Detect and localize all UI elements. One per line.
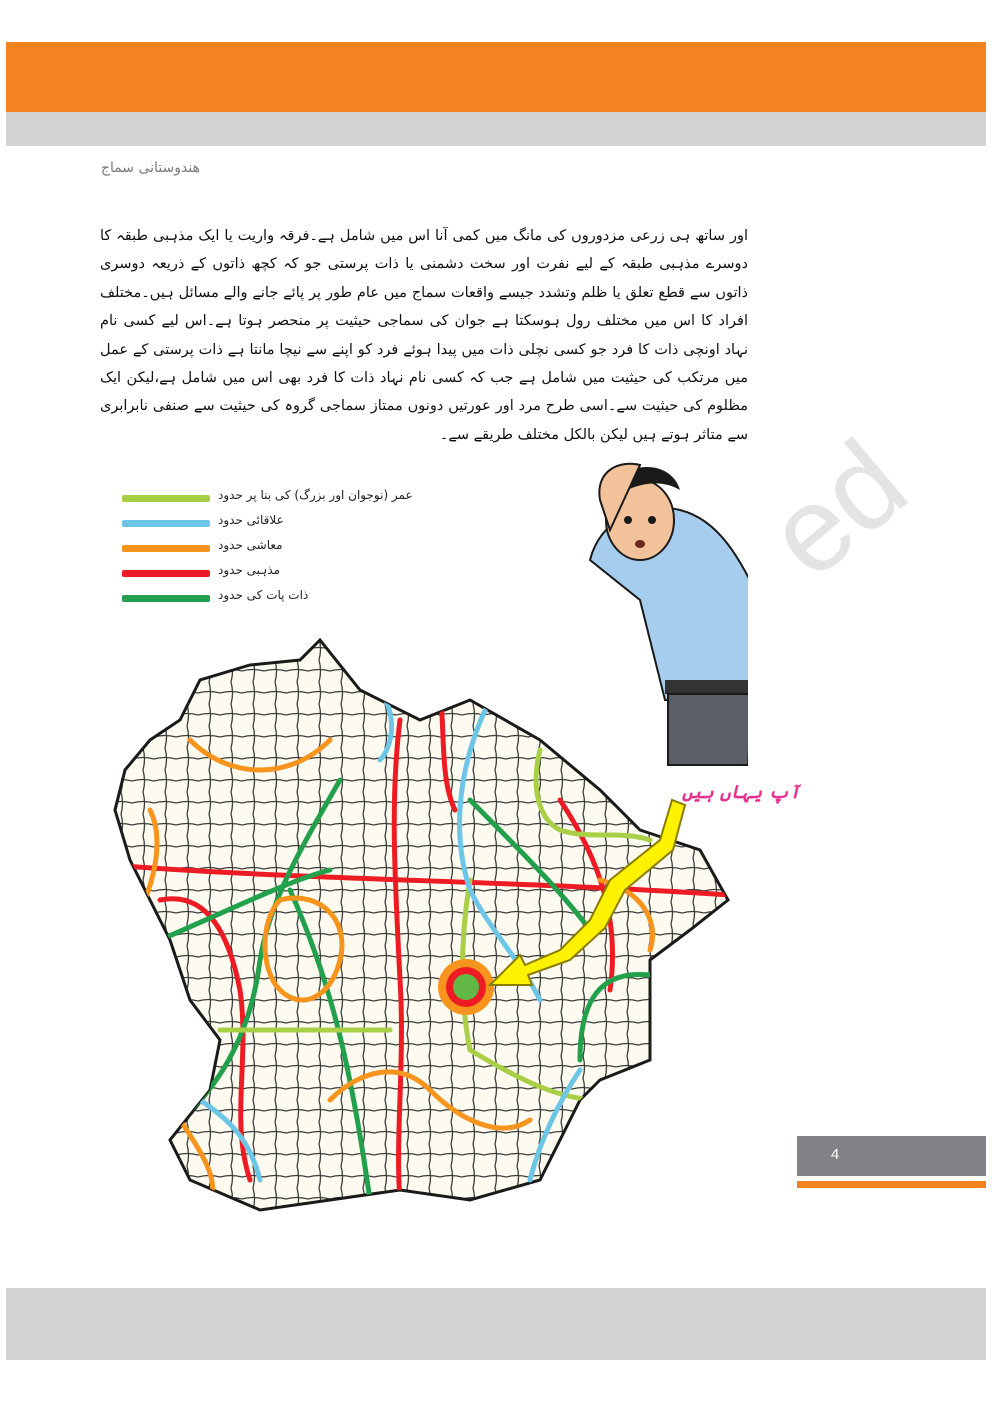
legend-religious-label: مذہبی حدود: [218, 563, 281, 577]
you-are-here-marker: [438, 959, 494, 1015]
legend-item: [122, 586, 402, 611]
legend-item: [122, 511, 402, 536]
legend-regional-label: علاقائی حدود: [218, 513, 284, 527]
legend-religious-swatch: [122, 570, 210, 577]
map-outline: [115, 640, 728, 1210]
legend-item: [122, 536, 402, 561]
footer-grey-band: [6, 1288, 986, 1360]
running-head: هندوستانی سماج: [100, 160, 200, 176]
header-grey-band: [6, 112, 986, 146]
legend-item: [122, 486, 413, 511]
legend-regional-swatch: [122, 520, 210, 527]
you-are-here-label: آپ یہاں ہیں: [682, 782, 801, 803]
page-number-box: [797, 1136, 986, 1176]
confused-boy-illustration: [590, 464, 748, 765]
legend-item: [122, 561, 402, 586]
map-legend: [122, 486, 413, 611]
legend-age-swatch: [122, 495, 210, 502]
watermark: ed: [742, 414, 931, 604]
page-number-underline: [797, 1181, 986, 1188]
body-paragraph: اور ساتھ ہی زرعی مزدوروں کی مانگ میں کمی آنا اس میں شامل ہے۔فرقہ واریت یا ایک مذہبی طبقہ کا دوسرے مذہبی طبقہ کے لیے نفرت اور سخت دشمنی یا ذات پرستی جو کہ کچھ ذاتوں کے ذریعہ دوسری ذاتوں سے قطع تعلق یا ظلم وتشدد جیسے واقعات سماج میں عام طور پر پائے جانے والے مسائل ہیں۔مختلف افراد کا اس میں مختلف رول ہوسکتا ہے جوان کی سماجی حیثیت پر منحصر ہوتا ہے۔اس لیے کسی نام نہاد اونچی ذات کا فرد جو کسی نچلی ذات میں پیدا ہوئے فرد کو اپنے سے نیچا مانتا ہے ذات پرستی کے عمل میں مرتکب کی حیثیت میں شامل ہے جب کہ کسی نام نہاد ذات کا فرد بھی اس میں شامل ہے،لیکن ایک مظلوم کی حیثیت سے۔اسی طرح مرد اور عورتیں دونوں ممتاز سماجی گروہ کی حیثیت سے صنفی نابرابری سے متاثر ہوتے ہیں لیکن بالکل مختلف طریقے سے۔: [100, 228, 748, 443]
legend-caste-label: ذات پات کی حدود: [218, 588, 309, 602]
legend-age-label: عمر (نوجوان اور بزرگ) کی بنا پر حدود: [218, 488, 413, 502]
legend-caste-swatch: [122, 595, 210, 602]
legend-economic-label: معاشی حدود: [218, 538, 283, 552]
header-orange-band: [6, 42, 986, 112]
page-number: 4: [830, 1146, 840, 1163]
legend-economic-swatch: [122, 545, 210, 552]
